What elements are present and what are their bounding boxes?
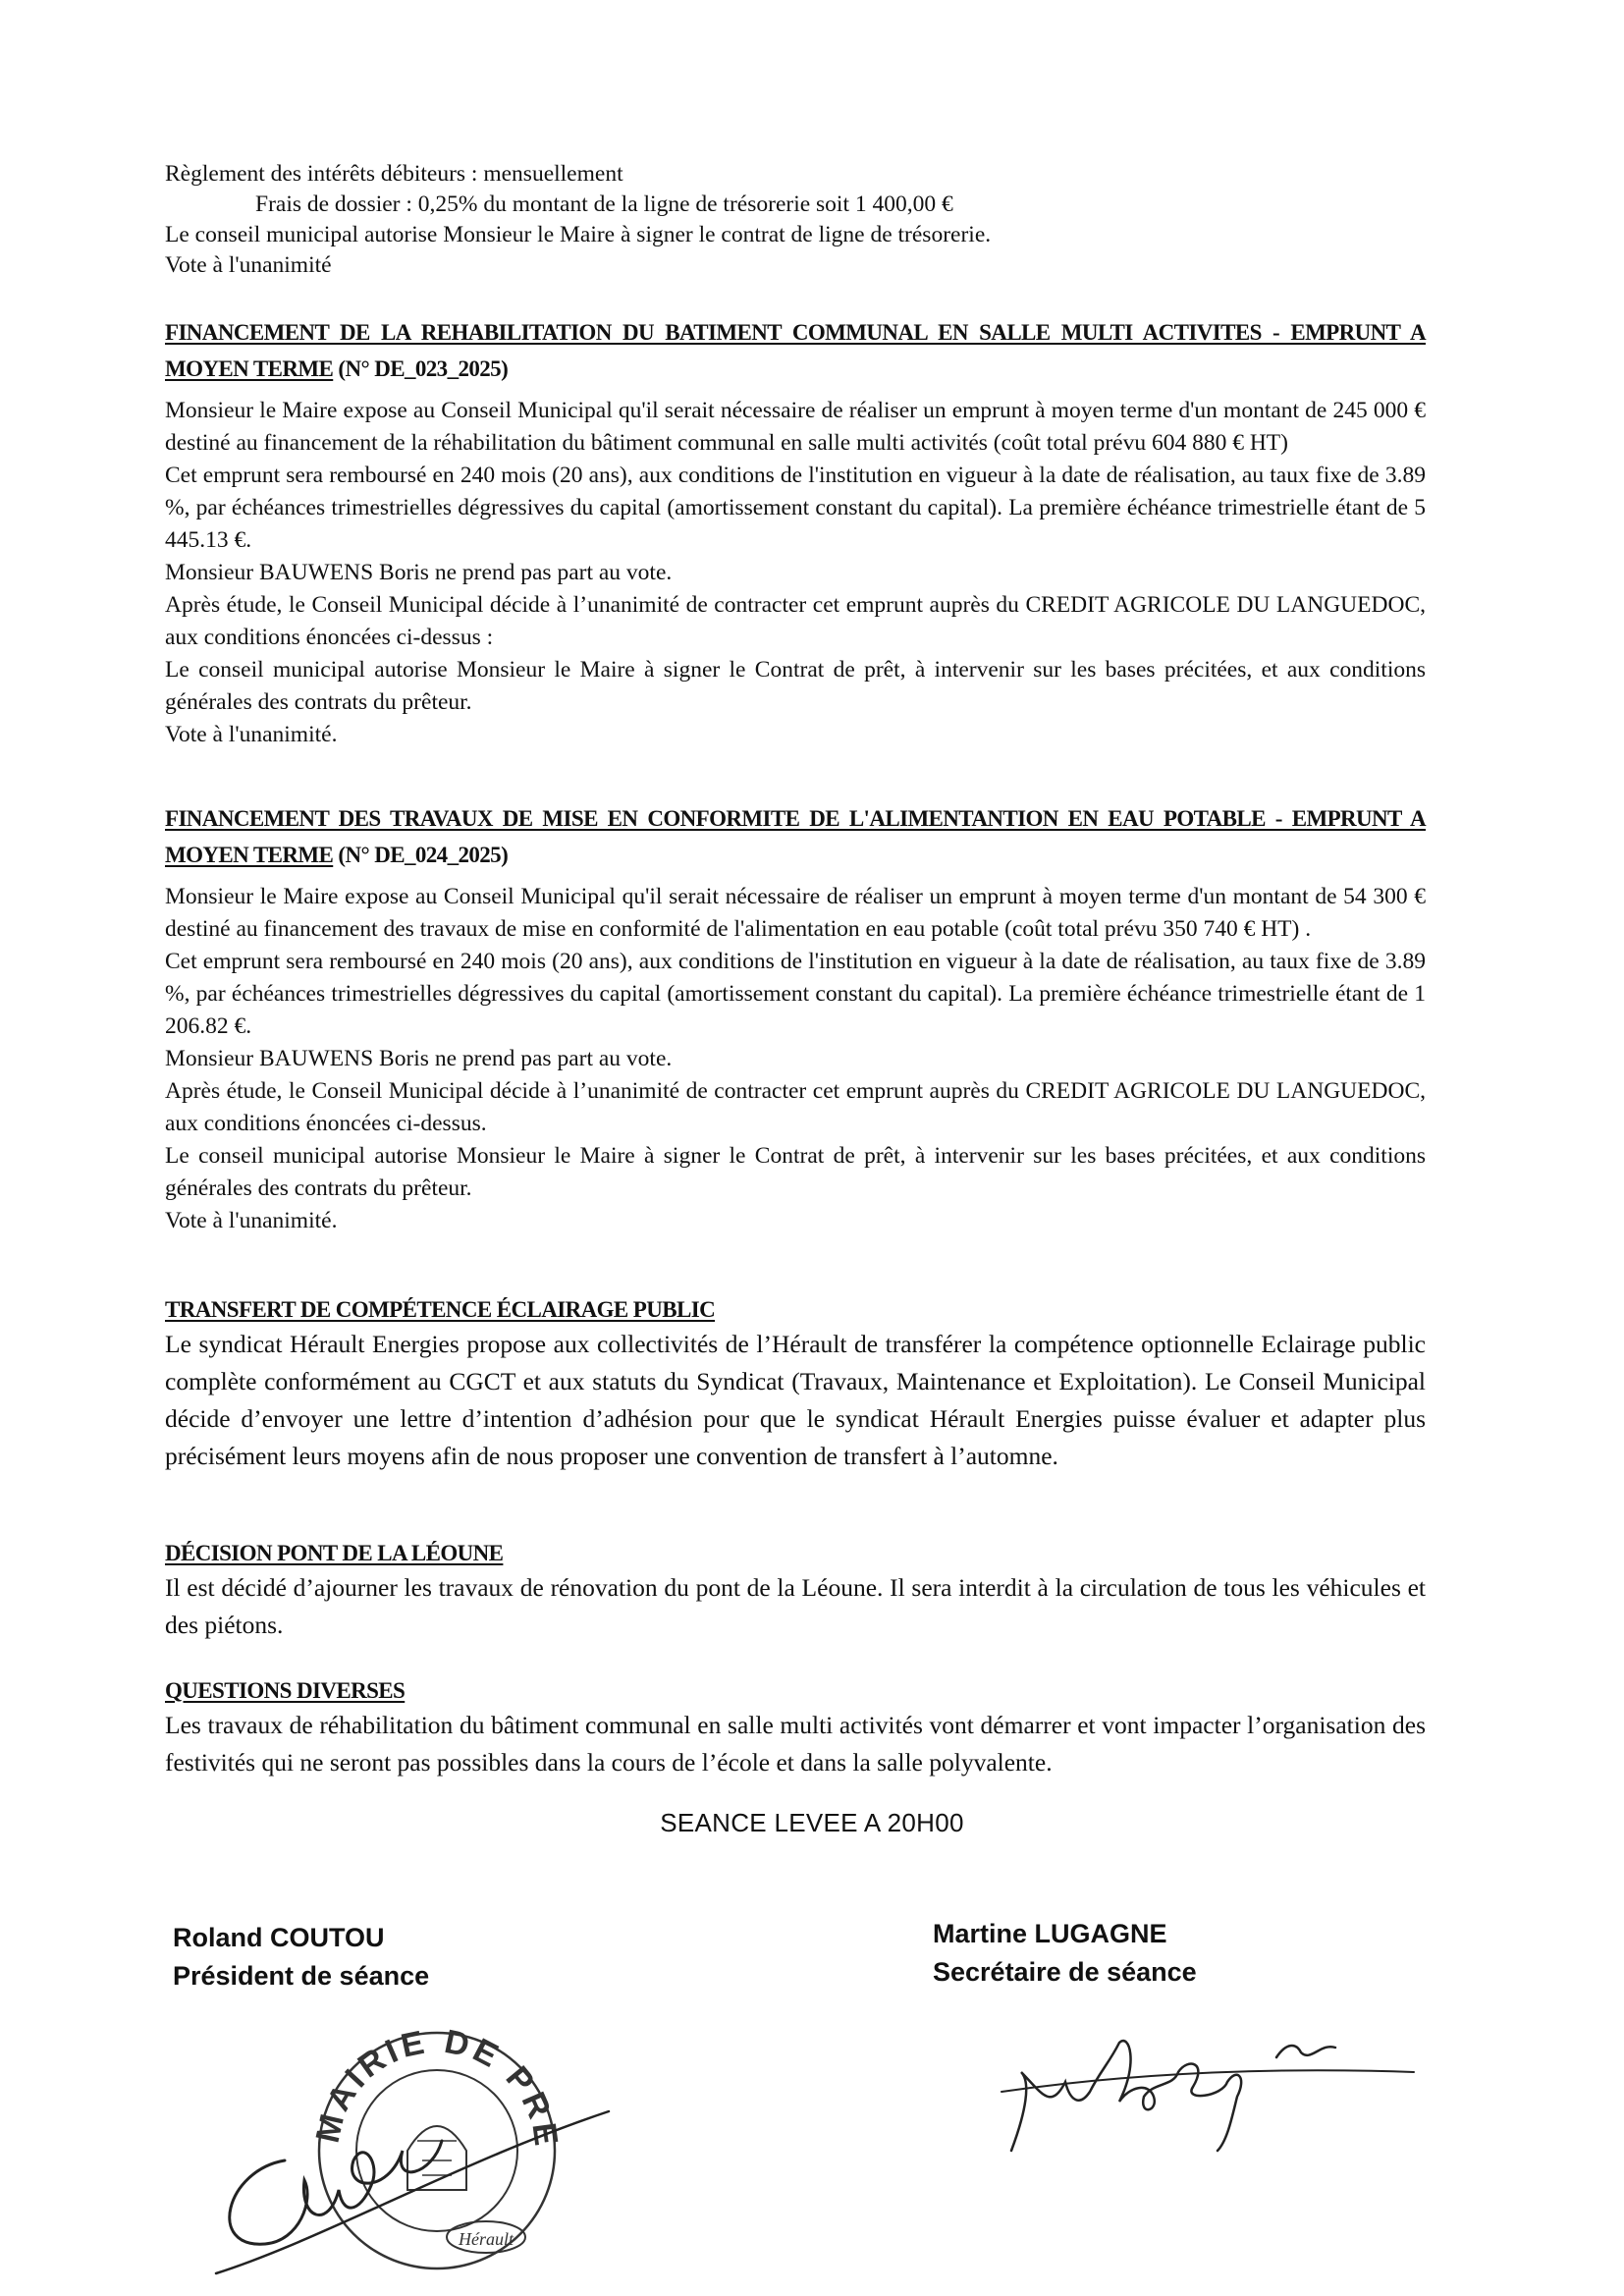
section-eau-potable-para-3: Monsieur BAUWENS Boris ne prend pas part au vote. [165,1046,673,1071]
signatory-right [933,1915,1197,1992]
section-rehabilitation-para-4: Après étude, le Conseil Municipal décide à l’unanimité de contracter cet emprunt auprès du CREDIT AGRICOLE DU LANGUEDOC, aux conditions énoncées ci-dessus : [165,592,1426,650]
section-pont [165,1538,1426,1644]
section-eau-potable-para-5: Le conseil municipal autorise Monsieur le Maire à signer le Contrat de prêt, à intervenir sur les bases précitées, et aux conditions générales des contrats du prêteur. [165,1143,1426,1201]
section-rehabilitation-para-2: Cet emprunt sera remboursé en 240 mois (20 ans), aux conditions de l'institution en vigueur à la date de réalisation, au taux fixe de 3.89 %, par échéances trimestrielles dégressives du capital (amortissement constant du capital). La première échéance trimestrielle étant de 5 445.13 €. [165,463,1426,553]
section-questions [165,1675,1426,1781]
signature-icon [982,2003,1424,2170]
intro-line-4: Vote à l'unanimité [165,252,332,278]
signatory-right-role: Secrétaire de séance [933,1957,1197,1987]
mairie-stamp-and-signature [206,1994,619,2278]
section-rehabilitation-para-5: Le conseil municipal autorise Monsieur le Maire à signer le Contrat de prêt, à intervenir sur les bases précitées, et aux conditions générales des contrats du prêteur. [165,657,1426,715]
intro-line-2: Frais de dossier : 0,25% du montant de la ligne de trésorerie soit 1 400,00 € [255,191,953,217]
section-eau-potable-para-2: Cet emprunt sera remboursé en 240 mois (20 ans), aux conditions de l'institution en vigueur à la date de réalisation, au taux fixe de 3.89 %, par échéances trimestrielles dégressives du capital (amortissement constant du capital). La première échéance trimestrielle étant de 1 206.82 €. [165,949,1426,1039]
signatory-right-name: Martine LUGAGNE [933,1919,1167,1948]
intro-line-3: Le conseil municipal autorise Monsieur le Maire à signer le contrat de ligne de trésorerie. [165,222,992,247]
secretary-signature [982,2003,1424,2170]
section-rehabilitation-ref: (N° DE_023_2025) [333,356,509,381]
section-eau-potable-para-4: Après étude, le Conseil Municipal décide à l’unanimité de contracter cet emprunt auprès du CREDIT AGRICOLE DU LANGUEDOC, aux conditions énoncées ci-dessus. [165,1078,1426,1136]
section-pont-text: Il est décidé d’ajourner les travaux de rénovation du pont de la Léoune. Il sera interdit à la circulation de tous les véhicules et des piétons. [165,1573,1426,1639]
section-rehabilitation [165,314,1426,751]
closing-text: SEANCE LEVEE A 20H00 [660,1808,964,1837]
section-questions-title: QUESTIONS DIVERSES [165,1678,406,1703]
section-eau-potable-para-6: Vote à l'unanimité. [165,1208,338,1233]
section-pont-title: DÉCISION PONT DE LA LÉOUNE [165,1541,504,1565]
mairie-stamp-icon [206,1994,619,2278]
section-eclairage-title: TRANSFERT DE COMPÉTENCE ÉCLAIRAGE PUBLIC [165,1297,716,1322]
section-rehabilitation-heading [165,314,1426,387]
svg-text:MAIRIE DE PREMIAN [206,1994,566,2152]
section-rehabilitation-para-6: Vote à l'unanimité. [165,722,338,747]
section-eau-potable-heading [165,800,1426,873]
section-eclairage [165,1294,1426,1475]
section-rehabilitation-para-3: Monsieur BAUWENS Boris ne prend pas part au vote. [165,560,673,585]
signatory-left-name: Roland COUTOU [173,1923,385,1952]
section-rehabilitation-title: FINANCEMENT DE LA REHABILITATION DU BATIMENT COMMUNAL EN SALLE MULTI ACTIVITES - EMPRUNT A MOYEN TERME [165,320,1426,381]
intro-block [165,159,1426,281]
section-eclairage-text: Le syndicat Hérault Energies propose aux collectivités de l’Hérault de transférer la compétence optionnelle Eclairage public complète conformément au CGCT et aux statuts du Syndicat (Travaux, Maintenance et Exploitation). Le Conseil Municipal décide d’envoyer une lettre d’intention d’adhésion pour que le syndicat Hérault Energies puisse évaluer et adapter plus précisément leurs moyens afin de nous proposer une convention de transfert à l’automne. [165,1330,1426,1470]
signatory-left [173,1919,429,1995]
stamp-ring-text: MAIRIE DE PRE [308,2022,566,2152]
section-eau-potable-ref: (N° DE_024_2025) [333,843,509,867]
section-eau-potable [165,800,1426,1237]
section-eau-potable-para-1: Monsieur le Maire expose au Conseil Municipal qu'il serait nécessaire de réaliser un emprunt à moyen terme d'un montant de 54 300 € destiné au financement des travaux de mise en conformité de l'alimentation en eau potable (coût total prévu 350 740 € HT) . [165,884,1426,942]
section-rehabilitation-para-1: Monsieur le Maire expose au Conseil Municipal qu'il serait nécessaire de réaliser un emprunt à moyen terme d'un montant de 245 000 € destiné au financement de la réhabilitation du bâtiment communal en salle multi activités (coût total prévu 604 880 € HT) [165,398,1426,456]
stamp-region: Hérault [459,2229,514,2249]
section-questions-text: Les travaux de réhabilitation du bâtiment communal en salle multi activités vont démarrer et vont impacter l’organisation des festivités qui ne seront pas possibles dans la cours de l’école et dans la salle polyvalente. [165,1711,1426,1777]
section-eau-potable-title: FINANCEMENT DES TRAVAUX DE MISE EN CONFORMITE DE L'ALIMENTANTION EN EAU POTABLE - EMPRUNT A MOYEN TERME [165,806,1426,867]
intro-line-1: Règlement des intérêts débiteurs : mensuellement [165,161,623,187]
signatory-left-role: Président de séance [173,1961,430,1991]
